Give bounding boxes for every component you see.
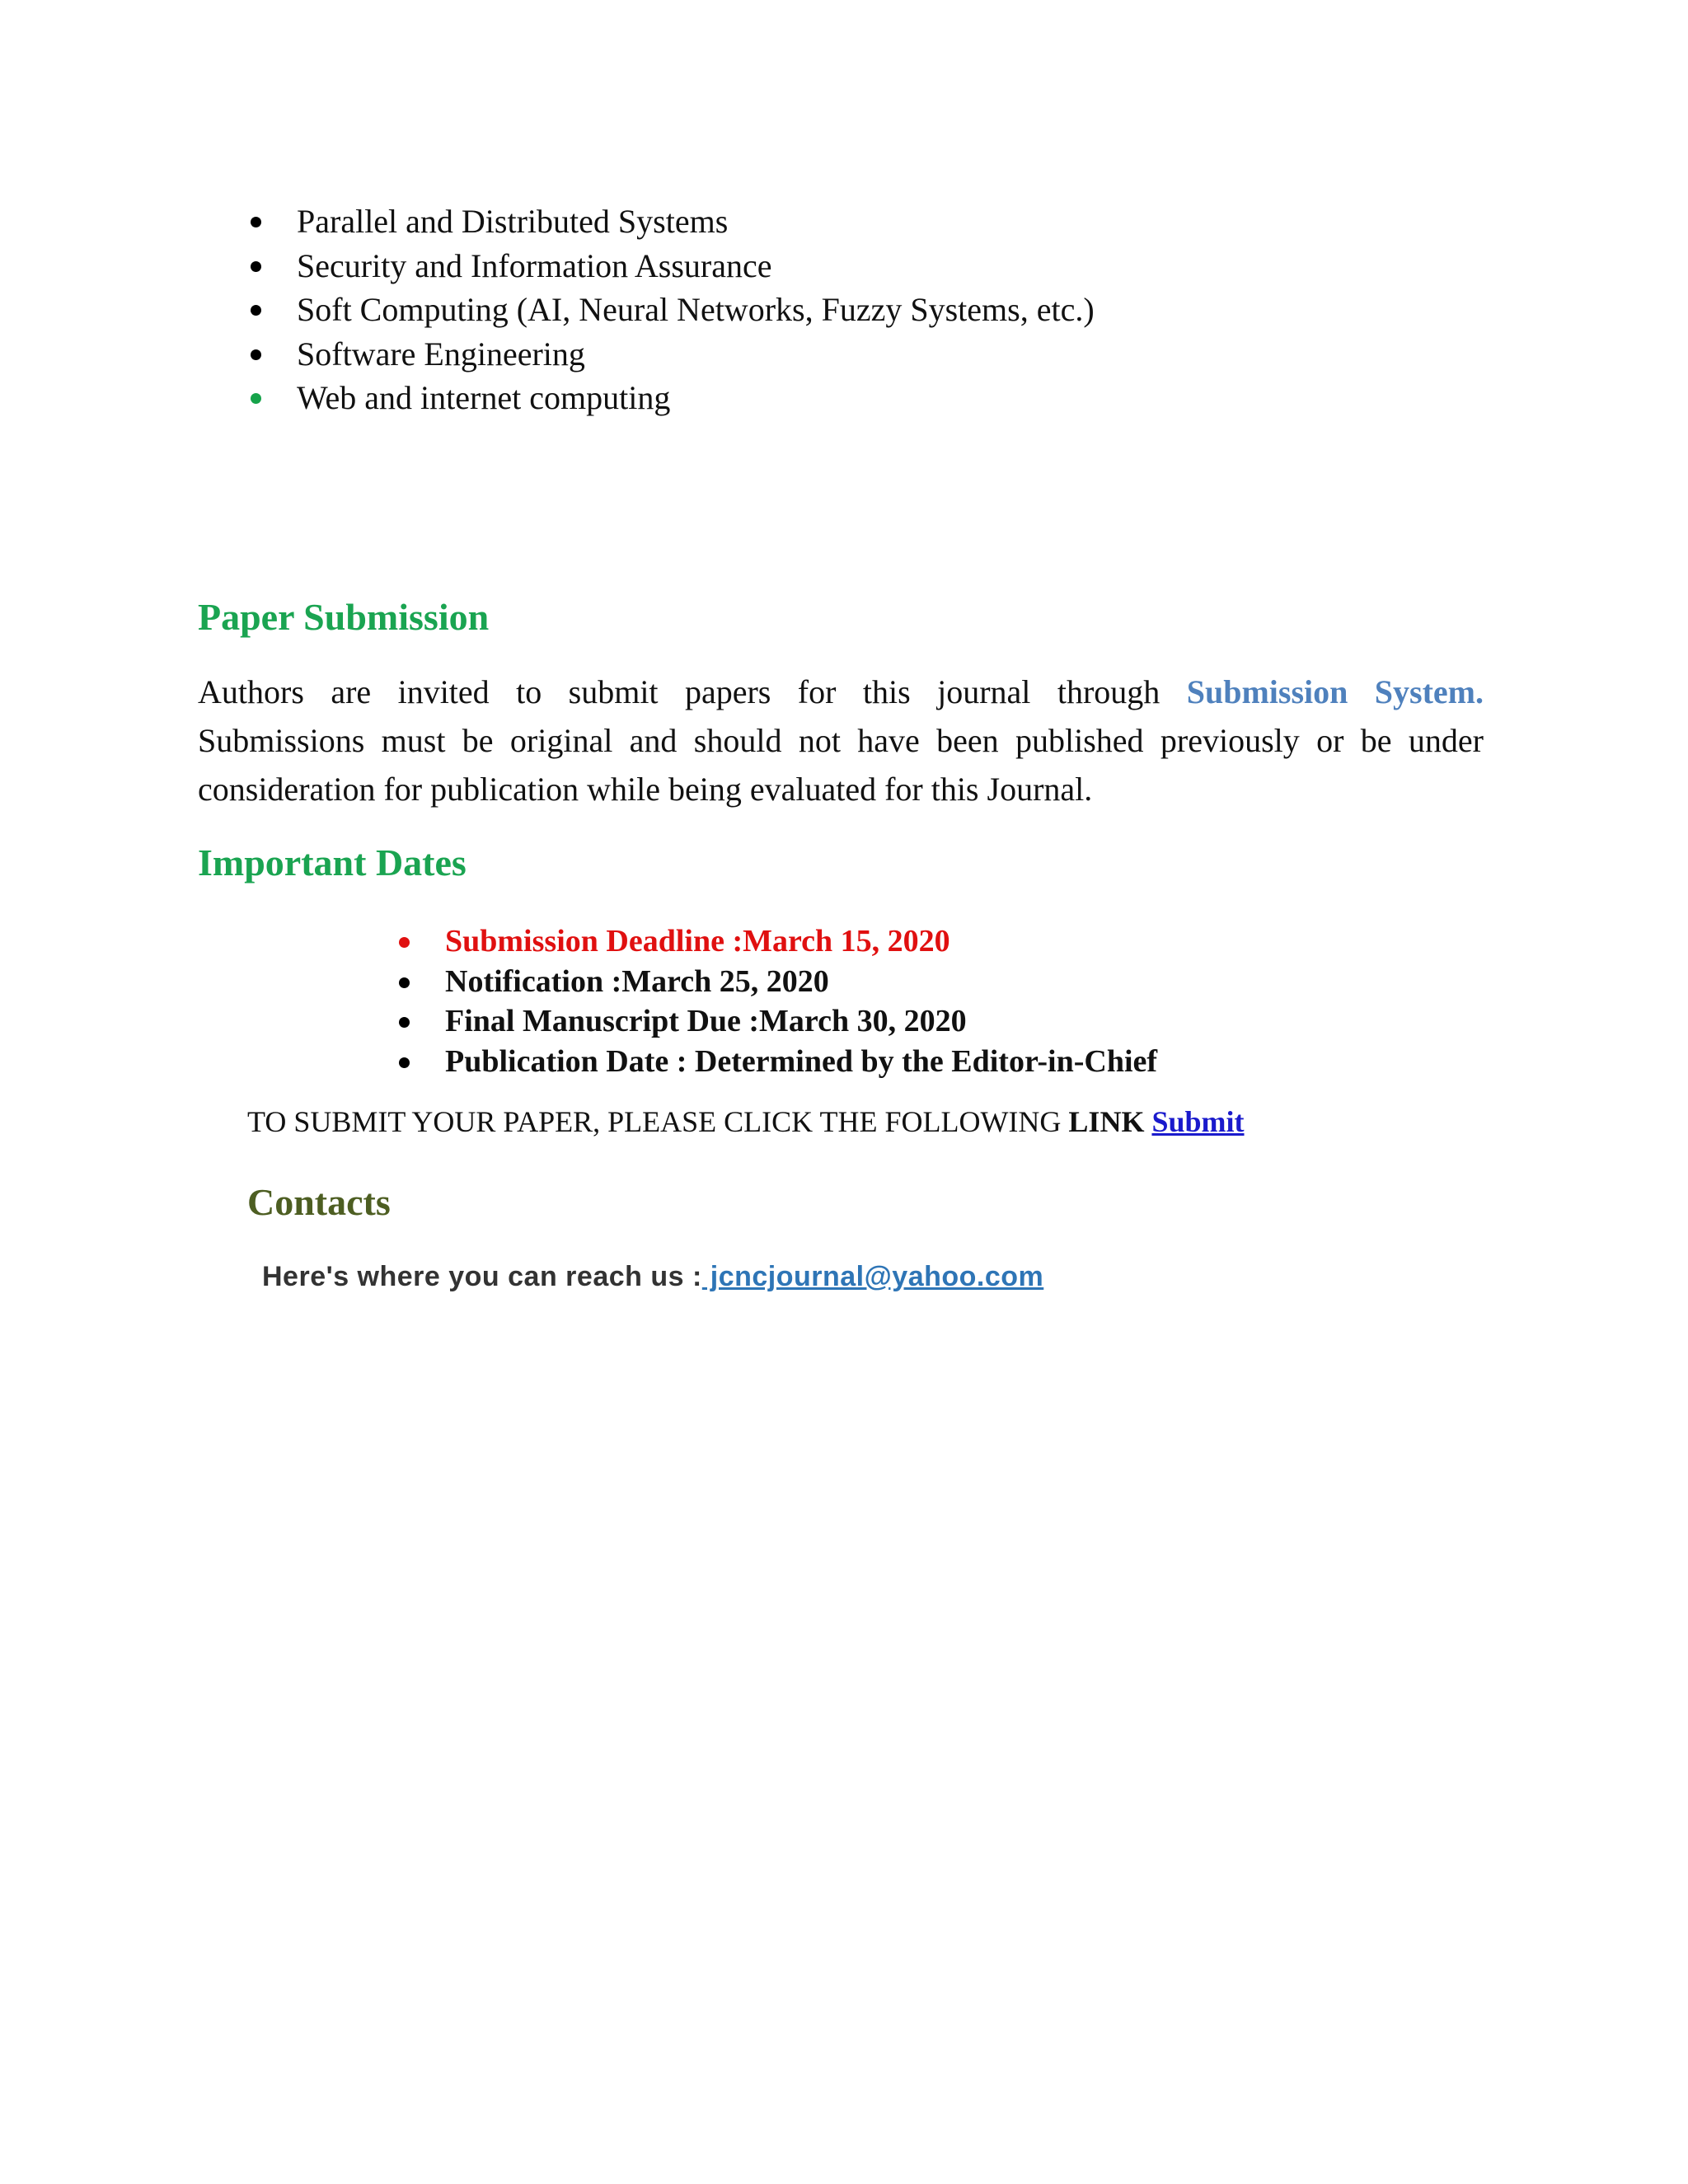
paper-submission-heading: Paper Submission — [198, 596, 490, 638]
bullet-icon — [251, 349, 261, 360]
bullet-icon — [251, 261, 261, 272]
list-item — [246, 244, 1095, 288]
contacts-heading: Contacts — [247, 1181, 391, 1223]
topic-label: Web and internet computing — [297, 379, 671, 416]
paragraph-line-1 — [198, 668, 1484, 716]
contact-line — [262, 1261, 1043, 1293]
submit-bold-word: LINK — [1068, 1105, 1145, 1138]
date-text: Submission Deadline :March 15, 2020 — [445, 924, 950, 958]
topic-label: Software Engineering — [297, 335, 585, 373]
bullet-icon — [251, 305, 261, 316]
submit-text: TO SUBMIT YOUR PAPER, PLEASE CLICK THE FOLLOWING — [247, 1105, 1069, 1138]
topic-label: Soft Computing (AI, Neural Networks, Fuzzy Systems, etc.) — [297, 291, 1095, 328]
list-item — [246, 288, 1095, 332]
date-item-final-manuscript — [394, 1001, 1157, 1042]
bullet-icon — [251, 217, 261, 227]
date-text: Final Manuscript Due :March 30, 2020 — [445, 1004, 967, 1038]
bullet-icon — [399, 1017, 410, 1028]
important-dates-heading: Important Dates — [198, 841, 467, 883]
date-item-notification — [394, 962, 1157, 1002]
list-item — [246, 199, 1095, 244]
date-text: Publication Date : Determined by the Editor-in-Chief — [445, 1043, 1158, 1079]
contact-text: Here's where you can reach us : — [262, 1261, 702, 1292]
bullet-icon — [399, 1057, 410, 1068]
submit-instruction — [247, 1104, 1245, 1139]
paragraph-line-2: Submissions must be original and should not have been published previously or be under — [198, 722, 1484, 759]
email-link[interactable]: jcncjournal@yahoo.com — [701, 1261, 1044, 1292]
date-text: Notification :March 25, 2020 — [445, 963, 829, 999]
list-item — [246, 376, 1095, 420]
topic-label: Security and Information Assurance — [297, 246, 772, 284]
topics-list — [246, 199, 1095, 420]
paragraph-text: Authors are invited to submit papers for this journal through — [198, 673, 1160, 710]
submission-system-link[interactable]: Submission System. — [1186, 673, 1484, 710]
date-item-deadline — [394, 921, 1157, 962]
dates-list — [394, 921, 1157, 1081]
date-item-publication — [394, 1042, 1157, 1082]
paragraph-line-3: consideration for publication while being evaluated for this Journal. — [198, 771, 1093, 808]
bullet-icon — [251, 393, 261, 404]
submission-paragraph — [198, 668, 1484, 813]
bullet-icon — [399, 937, 410, 948]
submit-link[interactable]: Submit — [1151, 1105, 1245, 1138]
bullet-icon — [399, 977, 410, 988]
list-item — [246, 332, 1095, 377]
topic-label: Parallel and Distributed Systems — [297, 203, 729, 240]
